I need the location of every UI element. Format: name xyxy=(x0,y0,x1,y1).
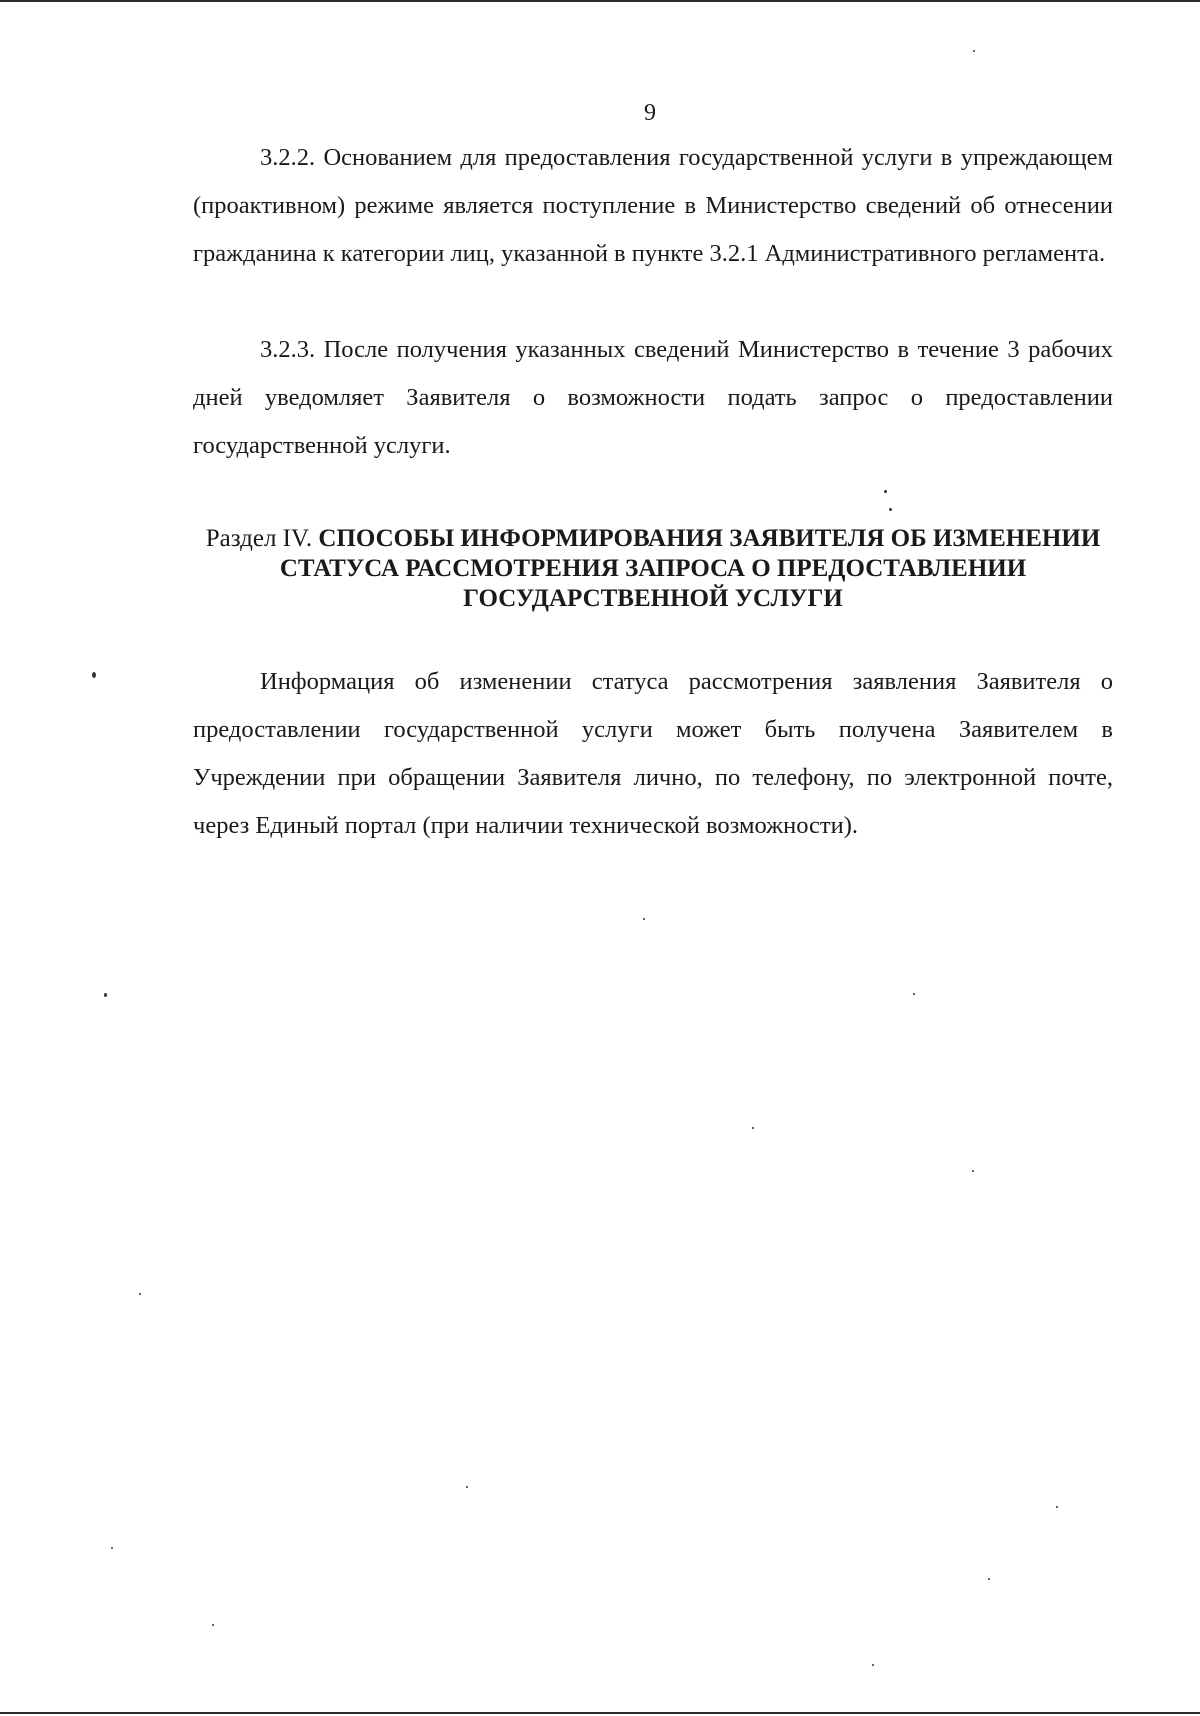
scan-speck xyxy=(1056,1506,1058,1508)
scan-speck xyxy=(973,50,975,52)
section-body-paragraph: Информация об изменении статуса рассмотрения заявления Заявителя о предоставлении государственной услуги может быть получена Заявителем в Учреждении при обращении Заявителя лично, по телефону, по электронной почте, через Единый портал (при наличии технической возможности). xyxy=(193,668,1113,839)
section-heading xyxy=(193,524,1113,614)
scan-speck xyxy=(889,508,892,511)
paragraph-3-2-2: 3.2.2. Основанием для предоставления государственной услуги в упреждающем (проактивном) режиме является поступление в Министерство сведений об отнесении гражданина к категории лиц, указанной в пункте 3.2.1 Административного регламента. xyxy=(193,144,1113,267)
scan-speck xyxy=(972,1170,974,1172)
scan-speck xyxy=(104,993,107,997)
scan-speck xyxy=(752,1127,754,1129)
section-title: СПОСОБЫ ИНФОРМИРОВАНИЯ ЗАЯВИТЕЛЯ ОБ ИЗМЕНЕНИИ СТАТУСА РАССМОТРЕНИЯ ЗАПРОСА О ПРЕДОСТАВЛЕНИИ ГОСУДАРСТВЕННОЙ УСЛУГИ xyxy=(279,525,1101,612)
scan-speck xyxy=(884,490,887,493)
paragraph-3-2-3: 3.2.3. После получения указанных сведений Министерство в течение 3 рабочих дней уведомляет Заявителя о возможности подать запрос о предоставлении государственной услуги. xyxy=(193,336,1113,459)
scan-speck xyxy=(92,672,96,678)
scan-speck xyxy=(913,993,915,995)
scan-speck xyxy=(988,1578,990,1580)
scan-edge-bottom xyxy=(0,1712,1200,1714)
scan-edge-top xyxy=(0,0,1200,2)
scan-speck xyxy=(643,918,645,920)
section-label: Раздел IV. xyxy=(205,525,313,552)
scan-speck xyxy=(466,1486,468,1488)
page-number: 9 xyxy=(644,100,656,126)
scan-speck xyxy=(872,1664,874,1666)
scan-speck xyxy=(111,1547,113,1549)
scan-speck xyxy=(139,1293,141,1295)
scan-speck xyxy=(212,1624,214,1626)
